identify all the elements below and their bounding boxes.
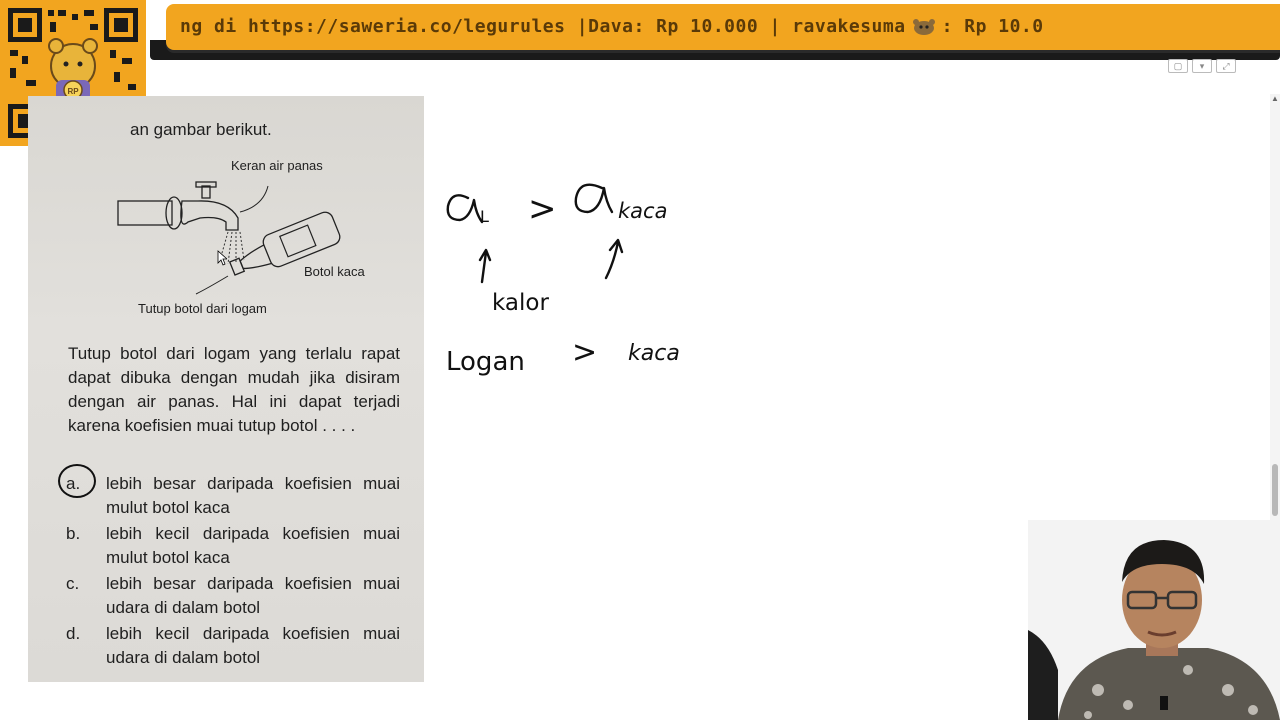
scroll-up-arrow-icon[interactable]: ▲ — [1271, 94, 1279, 103]
arrow-up-right — [606, 240, 622, 278]
ticker-text: ng di https://saweria.co/legurules |Dava: Rp 10.000 | ravakesuma : Rp 10.0 — [180, 16, 1044, 37]
sub-kaca: kaca — [618, 199, 668, 223]
option-text: lebih besar daripada koefisien muai mulut botol kaca — [106, 474, 400, 517]
question-prompt: an gambar berikut. — [130, 120, 272, 139]
label-hot-tap: Keran air panas — [231, 158, 323, 173]
gt-sign-2: > — [572, 335, 598, 370]
arrow-up-left — [480, 250, 490, 282]
kalor-label: kalor — [492, 290, 549, 316]
logam-label: Logan — [446, 347, 525, 377]
kaca-label: kaca — [628, 341, 680, 366]
presenter-figure — [1028, 520, 1280, 720]
question-stem: Tutup botol dari logam yang terlalu rapat dapat dibuka dengan mudah jika disiram dengan air panas. Hal ini dapat terjadi karena koefisien muai tutup botol . . . . — [68, 344, 400, 435]
scrollbar-thumb[interactable] — [1272, 464, 1278, 516]
expand-icon[interactable]: ⤢ — [1216, 59, 1236, 73]
label-glass-bottle: Botol kaca — [304, 264, 365, 279]
gt-sign: > — [528, 189, 557, 229]
alpha-l-symbol — [448, 195, 482, 222]
label-metal-cap: Tutup botol dari logam — [138, 301, 267, 316]
option-letter: c. — [66, 574, 80, 593]
handwritten-notes — [430, 150, 750, 410]
option-letter: d. — [66, 624, 81, 643]
option-text: lebih kecil daripada koefisien muai mulut botol kaca — [106, 524, 400, 567]
view-tools — [1168, 56, 1258, 72]
mascot-icon — [910, 18, 938, 36]
svg-text:RP: RP — [67, 87, 79, 96]
scanned-question-image — [28, 96, 424, 682]
sub-l: L — [480, 207, 489, 226]
option-text: lebih kecil daripada koefisien muai udara di dalam botol — [106, 624, 400, 667]
option-letter: b. — [66, 524, 81, 543]
chevron-down-icon[interactable]: ▾ — [1192, 59, 1212, 73]
option-letter: a. — [66, 474, 81, 493]
left-margin — [0, 146, 28, 720]
copy-icon[interactable]: ▢ — [1168, 59, 1188, 73]
presenter-webcam — [1028, 520, 1280, 720]
option-text: lebih besar daripada koefisien muai udara di dalam botol — [106, 574, 400, 617]
alpha-kaca-symbol — [576, 185, 612, 212]
donation-ticker — [166, 4, 1280, 50]
mouse-cursor-icon — [217, 250, 227, 266]
